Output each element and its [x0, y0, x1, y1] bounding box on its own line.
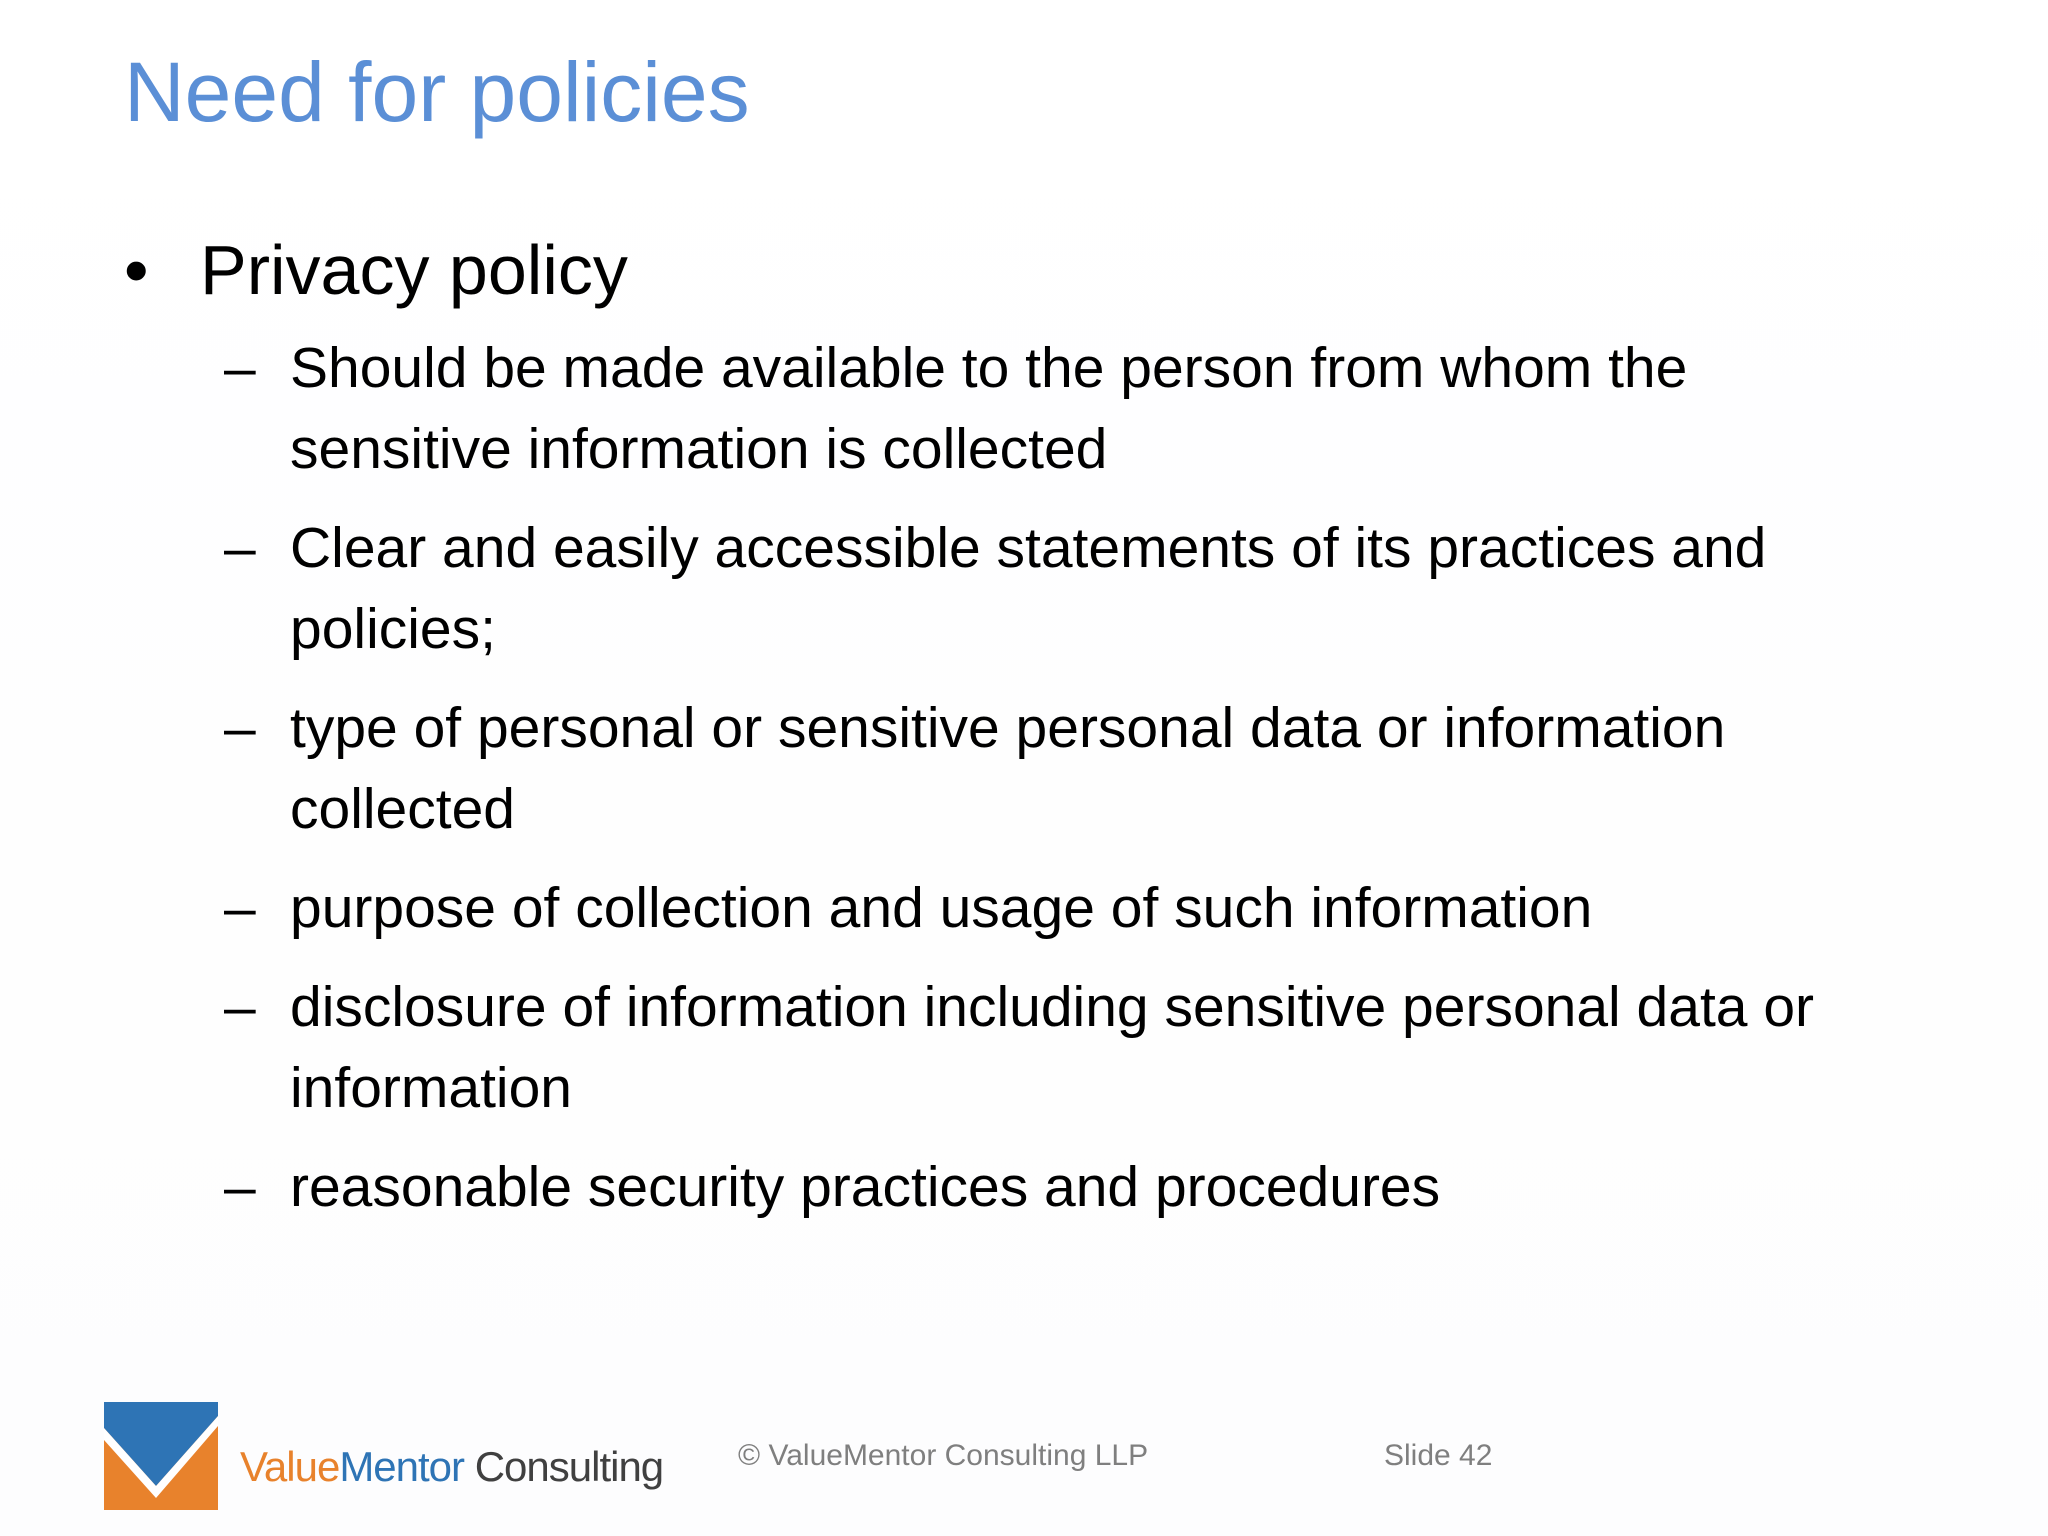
- sub-bullet-item: [224, 688, 1924, 850]
- sub-bullet-text: Clear and easily accessible statements of its practices and policies;: [290, 516, 1767, 661]
- sub-bullet-text: type of personal or sensitive personal data or information collected: [290, 696, 1726, 841]
- company-logo-icon: [104, 1402, 218, 1510]
- sub-bullet-item: [224, 868, 1924, 949]
- dash-marker: –: [224, 1155, 256, 1219]
- slide-content: [124, 218, 1924, 1246]
- brand-mentor: Mentor: [339, 1443, 465, 1490]
- sub-bullet-text: reasonable security practices and procedures: [290, 1155, 1441, 1219]
- sub-bullet-text: disclosure of information including sensitive personal data or information: [290, 975, 1814, 1120]
- bullet-text: Privacy policy: [200, 231, 628, 309]
- slide-title: Need for policies: [124, 45, 750, 139]
- brand-value: Value: [240, 1443, 340, 1490]
- company-brand: [240, 1442, 663, 1492]
- sub-bullet-item: [224, 1147, 1924, 1228]
- dash-marker: –: [224, 696, 256, 760]
- dash-marker: –: [224, 516, 256, 580]
- brand-consulting: Consulting: [474, 1443, 664, 1490]
- dash-marker: –: [224, 975, 256, 1039]
- sub-bullet-item: [224, 967, 1924, 1129]
- slide-number: Slide 42: [1384, 1439, 1493, 1472]
- dash-marker: –: [224, 336, 256, 400]
- bullet-marker: •: [124, 231, 149, 309]
- copyright-text: © ValueMentor Consulting LLP: [738, 1439, 1149, 1472]
- sub-bullet-list: [124, 328, 1924, 1228]
- sub-bullet-text: Should be made available to the person from whom the sensitive information is collected: [290, 336, 1688, 481]
- dash-marker: –: [224, 876, 256, 940]
- sub-bullet-text: purpose of collection and usage of such information: [290, 876, 1593, 940]
- bullet-item: [124, 218, 1924, 328]
- sub-bullet-item: [224, 328, 1924, 490]
- sub-bullet-item: [224, 508, 1924, 670]
